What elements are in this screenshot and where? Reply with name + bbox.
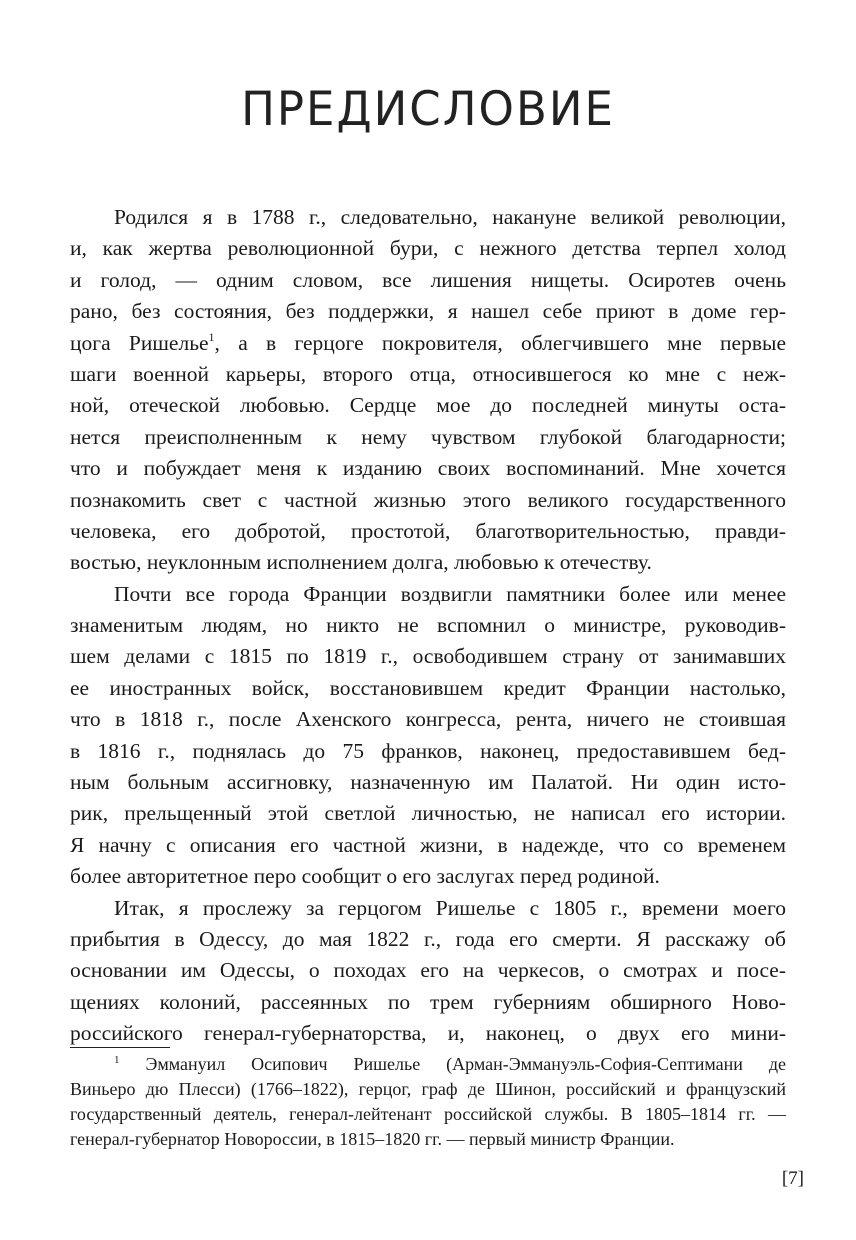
text-segment: , а в герцоге покровителя, облегчившего мне первые [214, 330, 786, 355]
text-line: рик, прельщенный этой светлой личностью, не написал его истории. [70, 801, 786, 826]
text-line: и голод, — одним словом, все лишения нищеты. Осиротев очень [70, 267, 786, 292]
text-line: российского генерал-губернаторства, и, наконец, о двух его мини- [70, 1021, 786, 1046]
paragraph-1 [70, 202, 786, 579]
text-line: Итак, я прослежу за герцогом Ришелье с 1805 г., времени моего [114, 895, 786, 920]
footnote-divider [70, 1047, 170, 1048]
text-line: в 1816 г., поднялась до 75 франков, наконец, предоставившем бед- [70, 738, 786, 763]
text-line [70, 328, 786, 359]
text-line: ее иностранных войск, восстановившем кредит Франции настолько, [70, 675, 786, 700]
text-line: нется преисполненным к нему чувством глубокой благодарности; [70, 424, 786, 449]
text-line: что в 1818 г., после Ахенского конгресса, рента, ничего не стоившая [70, 707, 786, 732]
text-segment: цога Ришелье [70, 330, 209, 355]
footnote-line: Виньеро дю Плесси) (1766–1822), герцог, граф де Шинон, российский и французский [70, 1079, 786, 1099]
text-line: прибытия в Одессу, до мая 1822 г., года его смерти. Я расскажу об [70, 926, 786, 951]
paragraph-2 [70, 579, 786, 893]
text-line: щениях колоний, рассеянных по трем губерниям обширного Ново- [70, 989, 786, 1014]
footnote-reference[interactable]: 1 [208, 329, 215, 344]
footnote-line: генерал-губернатор Новороссии, в 1815–1820 гг. — первый министр Франции. [70, 1129, 675, 1149]
text-line: шаги военной карьеры, второго отца, относившегося ко мне с неж- [70, 361, 786, 386]
text-line: что и побуждает меня к изданию своих воспоминаний. Мне хочется [70, 456, 786, 481]
footnote-line: государственный деятель, генерал-лейтенант российской службы. В 1805–1814 гг. — [70, 1104, 786, 1124]
page-title: ПРЕДИСЛОВИЕ [241, 80, 615, 137]
footnote-number: 1 [114, 1054, 120, 1066]
text-line: ной, отеческой любовью. Сердце мое до последней минуты оста- [70, 393, 786, 418]
text-line: шем делами с 1815 по 1819 г., освободившем страну от занимавших [70, 644, 786, 669]
footnote-line [70, 1052, 786, 1077]
paragraph-3 [70, 893, 786, 1050]
text-line: ным больным ассигновку, назначенную им Палатой. Ни один исто- [70, 770, 786, 795]
page-number: [7] [781, 1168, 804, 1189]
text-line: человека, его добротой, простотой, благотворительностью, правди- [70, 518, 786, 543]
text-segment: Эммануил Осипович Ришелье (Арман-Эммануэль-София-Септимани де [145, 1054, 786, 1074]
text-line: Родился я в 1788 г., следовательно, накануне великой революции, [114, 205, 786, 229]
text-line: основании им Одессы, о походах его на черкесов, о смотрах и посе- [70, 958, 786, 983]
text-line: познакомить свет с частной жизнью этого великого государственного [70, 487, 786, 512]
text-line: знаменитым людям, но никто не вспомнил о министре, руководив- [70, 613, 786, 638]
text-line: Я начну с описания его частной жизни, в надежде, что со временем [70, 832, 786, 857]
text-line: более авторитетное перо сообщит о его заслугах перед родиной. [70, 864, 660, 889]
text-line: Почти все города Франции воздвигли памятники более или менее [114, 581, 786, 606]
text-line: востью, неуклонным исполнением долга, любовью к отечеству. [70, 550, 652, 575]
footnote [70, 1052, 786, 1152]
body-text [70, 202, 786, 1050]
text-line: и, как жертва революционной бури, с нежного детства терпел холод [70, 236, 786, 261]
text-line: рано, без состояния, без поддержки, я нашел себе приют в доме гер- [70, 299, 786, 324]
